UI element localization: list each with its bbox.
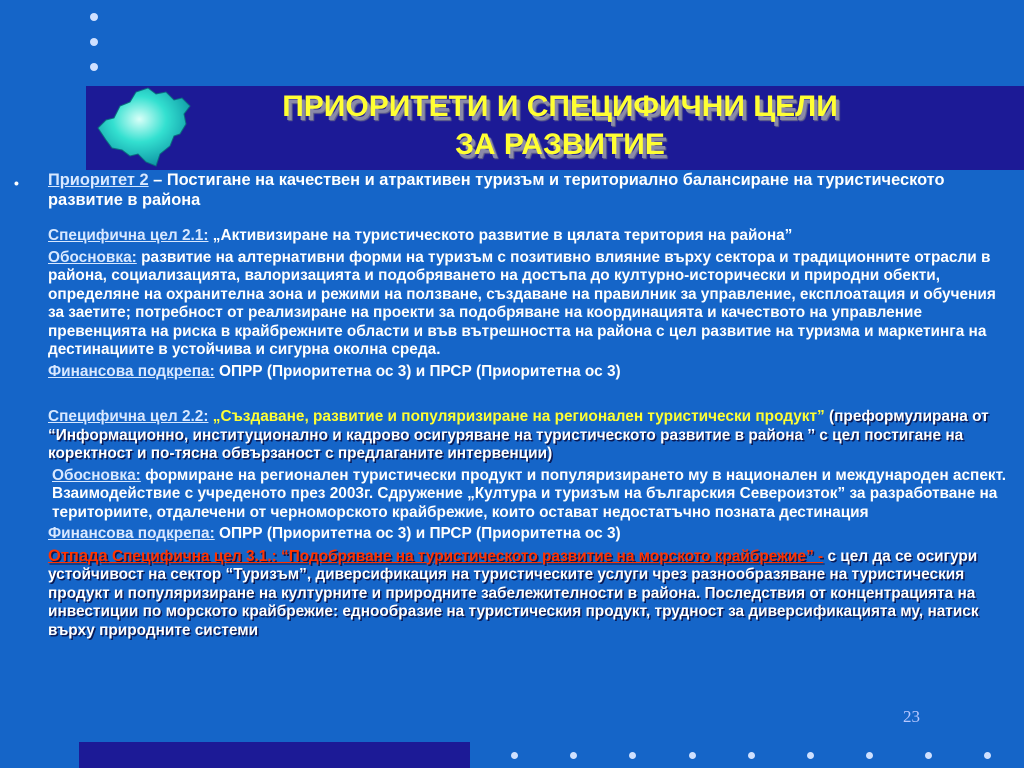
priority-paragraph xyxy=(48,171,1016,210)
dropped-goal-title: Специфична цел 3.1.: “Подобряване на туристическото развитие на морското крайбрежие” - xyxy=(107,547,824,565)
decor-dot xyxy=(629,752,636,759)
decor-dot xyxy=(570,752,577,759)
decor-dot xyxy=(90,63,98,71)
rationale-2-1 xyxy=(48,249,1016,360)
title-line-2: ЗА РАЗВИТИЕ xyxy=(455,128,665,161)
funding-2-2 xyxy=(48,525,1016,544)
rationale-2-2 xyxy=(48,467,1016,523)
funding-2-1-text: ОПРР (Приоритетна ос 3) и ПРСР (Приоритетна ос 3) xyxy=(214,362,621,380)
rationale-2-1-text: развитие на алтернативни форми на туризъм с позитивно влияние върху сектора и традиционните отрасли в района, социализацията, валоризацията и подобряването на достъпа до културно-исторически и природни обекти, определяне на охранителна зона и режими на ползване, създаване на правилник за управление, експлоатация и обучения за заетите; потребност от реализиране на проекти за подобряване на координацията и качеството на управление превенцията на риска в крайбрежните области и във вътрешността на района с цел развитие на туризма и маркетинга на дестинациите в устойчива и сигурна околна среда. xyxy=(48,248,996,358)
rationale-2-2-label: Обосновка: xyxy=(52,466,141,484)
rationale-2-2-text: формиране на регионален туристически продукт и популяризирането му в национален и международен аспект. Взаимодействие с учреденото през 2003г. Сдружение „Култура и туризъм на българския Североизток” за разработване на териториите, отдалечени от черноморското крайбрежие, които остават недостатъчно позната дестинация xyxy=(52,466,1007,521)
page-title xyxy=(180,88,940,164)
decor-dot xyxy=(807,752,814,759)
goal-2-1 xyxy=(48,227,1016,246)
goal-2-2-title: „Създаване, развитие и популяризиране на регионален туристически продукт” xyxy=(208,408,825,425)
decor-dot xyxy=(866,752,873,759)
decor-dot xyxy=(748,752,755,759)
page-number: 23 xyxy=(903,707,920,726)
decor-dot xyxy=(984,752,991,759)
decor-dot xyxy=(90,13,98,21)
title-line-1: ПРИОРИТЕТИ И СПЕЦИФИЧНИ ЦЕЛИ xyxy=(282,90,838,123)
bullet-icon: • xyxy=(14,175,19,191)
goal-2-2-note: (преформулирана от “Информационно, институционално и кадрово осигуряване на туристическото развитие в района ˮ с цел постигане на коректност и по-тясна обвързаност с предлаганите интервенции) xyxy=(48,408,989,462)
decor-dot xyxy=(925,752,932,759)
decor-dot xyxy=(511,752,518,759)
goal-2-2 xyxy=(48,408,1016,464)
rationale-2-1-label: Обосновка: xyxy=(48,248,137,266)
goal-2-1-text: „Активизиране на туристическото развитие в цялата територия на района” xyxy=(208,227,793,244)
funding-2-2-text: ОПРР (Приоритетна ос 3) и ПРСР (Приоритетна ос 3) xyxy=(214,525,621,542)
funding-2-1-label: Финансова подкрепа: xyxy=(48,362,215,380)
decor-dot xyxy=(689,752,696,759)
dropped-goal-text: с цел да се осигури устойчивост на сектор “Туризъм”, диверсификация на туристическите услуги чрез разнообразяване на туристическия продукт и популяризиране на културните и природните забележителности в района. Последствия от концентрацията на инвестиции по морското крайбрежие: еднообразие на туристическия продукт, трудност за диверсификацията му, натиск върху природните системи xyxy=(48,547,979,639)
goal-2-2-label: Специфична цел 2.2: xyxy=(48,408,209,425)
goal-2-1-label: Специфична цел 2.1: xyxy=(48,227,209,244)
dropped-goal xyxy=(48,547,1016,641)
decor-dot xyxy=(90,38,98,46)
funding-2-1 xyxy=(48,363,1016,382)
funding-2-2-label: Финансова подкрепа: xyxy=(48,525,215,542)
priority-text: – Постигане на качествен и атрактивен туризъм и териториално балансиране на туристическото развитие в района xyxy=(48,171,945,209)
priority-label: Приоритет 2 xyxy=(48,171,149,189)
dropped-label: Отпада xyxy=(48,546,108,565)
main-content xyxy=(14,171,1016,640)
bottom-band xyxy=(79,742,470,768)
region-map-icon xyxy=(96,84,192,170)
